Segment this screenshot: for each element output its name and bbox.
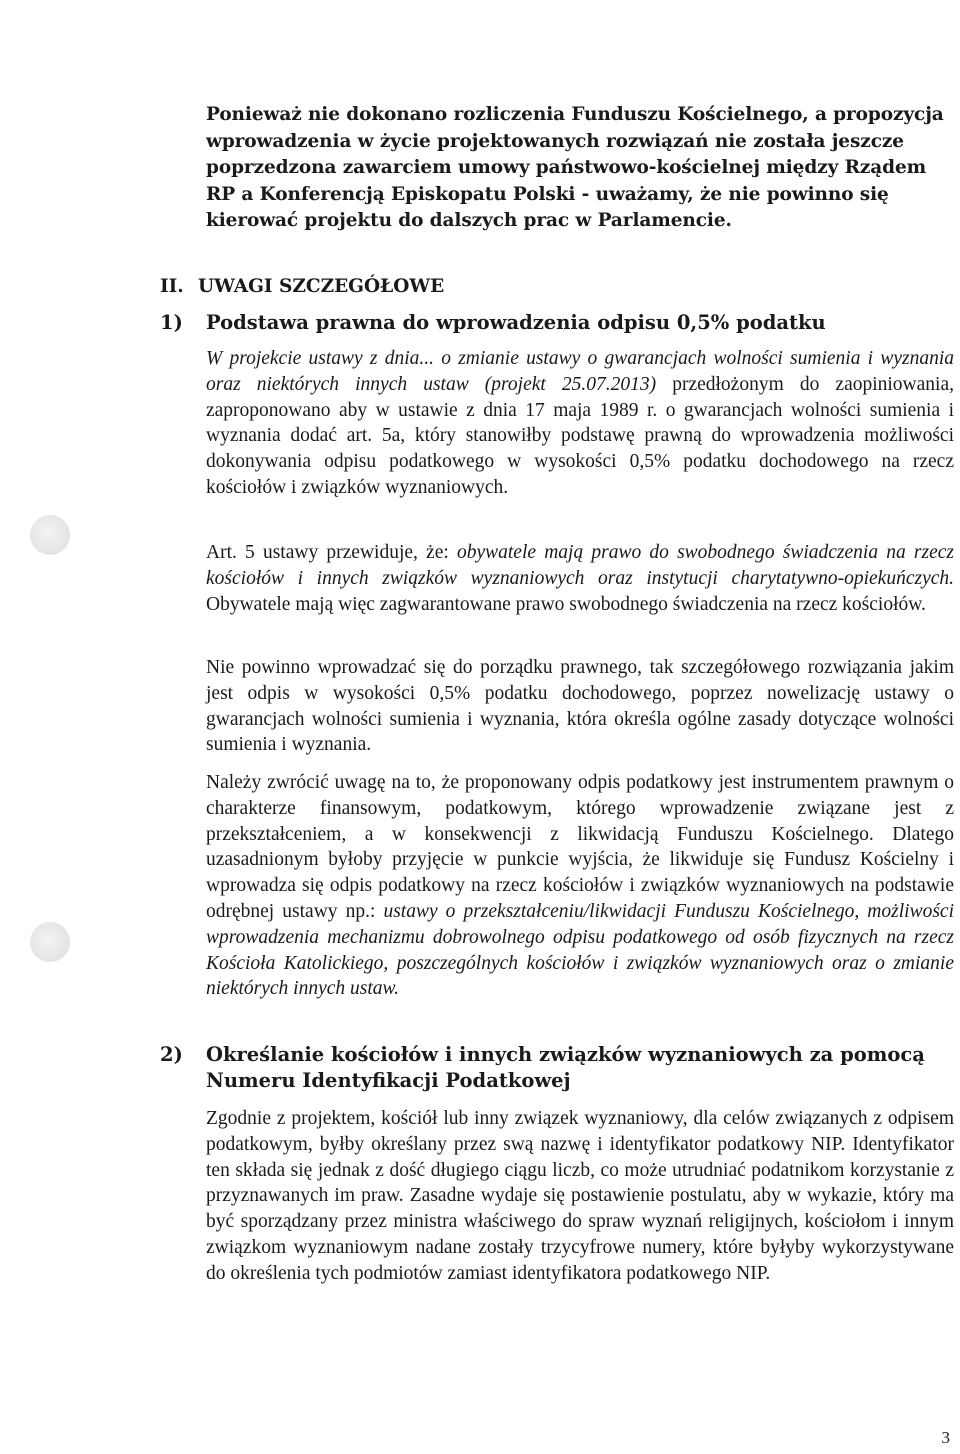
subsection-number: 2)	[160, 1043, 183, 1066]
body-text: Nie powinno wprowadzać się do porządku prawnego, tak szczegółowego rozwiązania jakim jest odpis w wysokości 0,5% podatku dochodowego, poprzez nowelizację ustawy o gwarancjach wolności sumienia i wyznania, która określa ogólne zasady dotyczące wolności sumienia i wyznania.	[206, 657, 954, 756]
italic-text: ustawy o przekształceniu/likwidacji Funduszu Kościelnego, możliwości wprowadzenia mechanizmu dobrowolnego odpisu podatkowego od osób fizycznych na rzecz Kościoła Katolickiego, poszczególnych kościołów i związków wyznaniowych oraz o zmianie niektórych innych ustaw.	[206, 900, 954, 1000]
punch-hole	[30, 922, 70, 962]
section-heading	[160, 274, 444, 300]
paragraph	[206, 770, 954, 1002]
paragraph	[206, 655, 954, 758]
italic-text: W projekcie ustawy z dnia... o zmianie ustawy o gwarancjach wolności sumienia i wyznania oraz niektórych innych ustaw (projekt 25.07.2013)	[206, 348, 954, 395]
subsection-heading-2	[160, 1042, 954, 1094]
punch-hole	[30, 515, 70, 555]
section-number: II.	[160, 276, 184, 297]
paragraph	[206, 346, 954, 501]
body-text: Należy zwrócić uwagę na to, że proponowany odpis podatkowy jest instrumentem prawnym o charakterze finansowym, podatkowym, którego wprowadzenie związane jest z przekształceniem, a w konsekwencji z likwidacją Funduszu Kościelnego. Dlatego uzasadnionym byłoby przyjęcie w punkcie wyjścia, że likwiduje się Fundusz Kościelny i wprowadza się odpis podatkowy na rzecz kościołów i związków wyznaniowych na podstawie odrębnej ustawy np.:	[206, 772, 954, 922]
subsection-heading-1	[160, 310, 954, 336]
body-text: Art. 5 ustawy przewiduje, że:	[206, 542, 457, 563]
intro-paragraph: Ponieważ nie dokonano rozliczenia Funduszu Kościelnego, a propozycja wprowadzenia w życie projektowanych rozwiązań nie została jeszcze poprzedzona zawarciem umowy państwowo-kościelnej między Rządem RP a Konferencją Episkopatu Polski - uważamy, że nie powinno się kierować projektu do dalszych prac w Parlamencie.	[206, 104, 944, 231]
body-text: Obywatele mają więc zagwarantowane prawo swobodnego świadczenia na rzecz kościołów.	[206, 593, 926, 615]
body-text: przedłożonym do zaopiniowania, zaproponowano aby w ustawie z dnia 17 maja 1989 r. o gwarancjach wolności sumienia i wyznania dodać art. 5a, który stanowiłby podstawę prawną do wprowadzenia możliwości dokonywania odpisu podatkowego w wysokości 0,5% podatku dochodowego na rzecz kościołów i związków wyznaniowych.	[206, 373, 954, 498]
subsection-title: Określanie kościołów i innych związków wyznaniowych za pomocą Numeru Identyfikacji Podatkowej	[206, 1043, 925, 1092]
page-number: 3	[941, 1428, 950, 1447]
paragraph	[206, 540, 954, 617]
paragraph	[206, 1106, 954, 1287]
italic-text: obywatele mają prawo do swobodnego świadczenia na rzecz kościołów i innych związków wyznaniowych oraz instytucji charytatywno-opiekuńczych.	[206, 542, 954, 589]
subsection-title: Podstawa prawna do wprowadzenia odpisu 0,5% podatku	[206, 311, 826, 334]
subsection-number: 1)	[160, 311, 183, 334]
body-text: Zgodnie z projektem, kościół lub inny związek wyznaniowy, dla celów związanych z odpisem podatkowym, byłby określany przez swą nazwę i identyfikator podatkowy NIP. Identyfikator ten składa się jednak z dość długiego ciągu liczb, co może utrudniać podatnikom korzystanie z przyznawanych im praw. Zasadne wydaje się postawienie postulatu, aby w wykazie, który ma być sporządzany przez ministra właściwego do spraw wyznań religijnych, kościołom i innym związkom wyznaniowym nadane zostały trzycyfrowe numery, które byłyby wykorzystywane do określenia tych podmiotów zamiast identyfikatora podatkowego NIP.	[206, 1108, 954, 1284]
section-title: UWAGI SZCZEGÓŁOWE	[198, 276, 445, 297]
